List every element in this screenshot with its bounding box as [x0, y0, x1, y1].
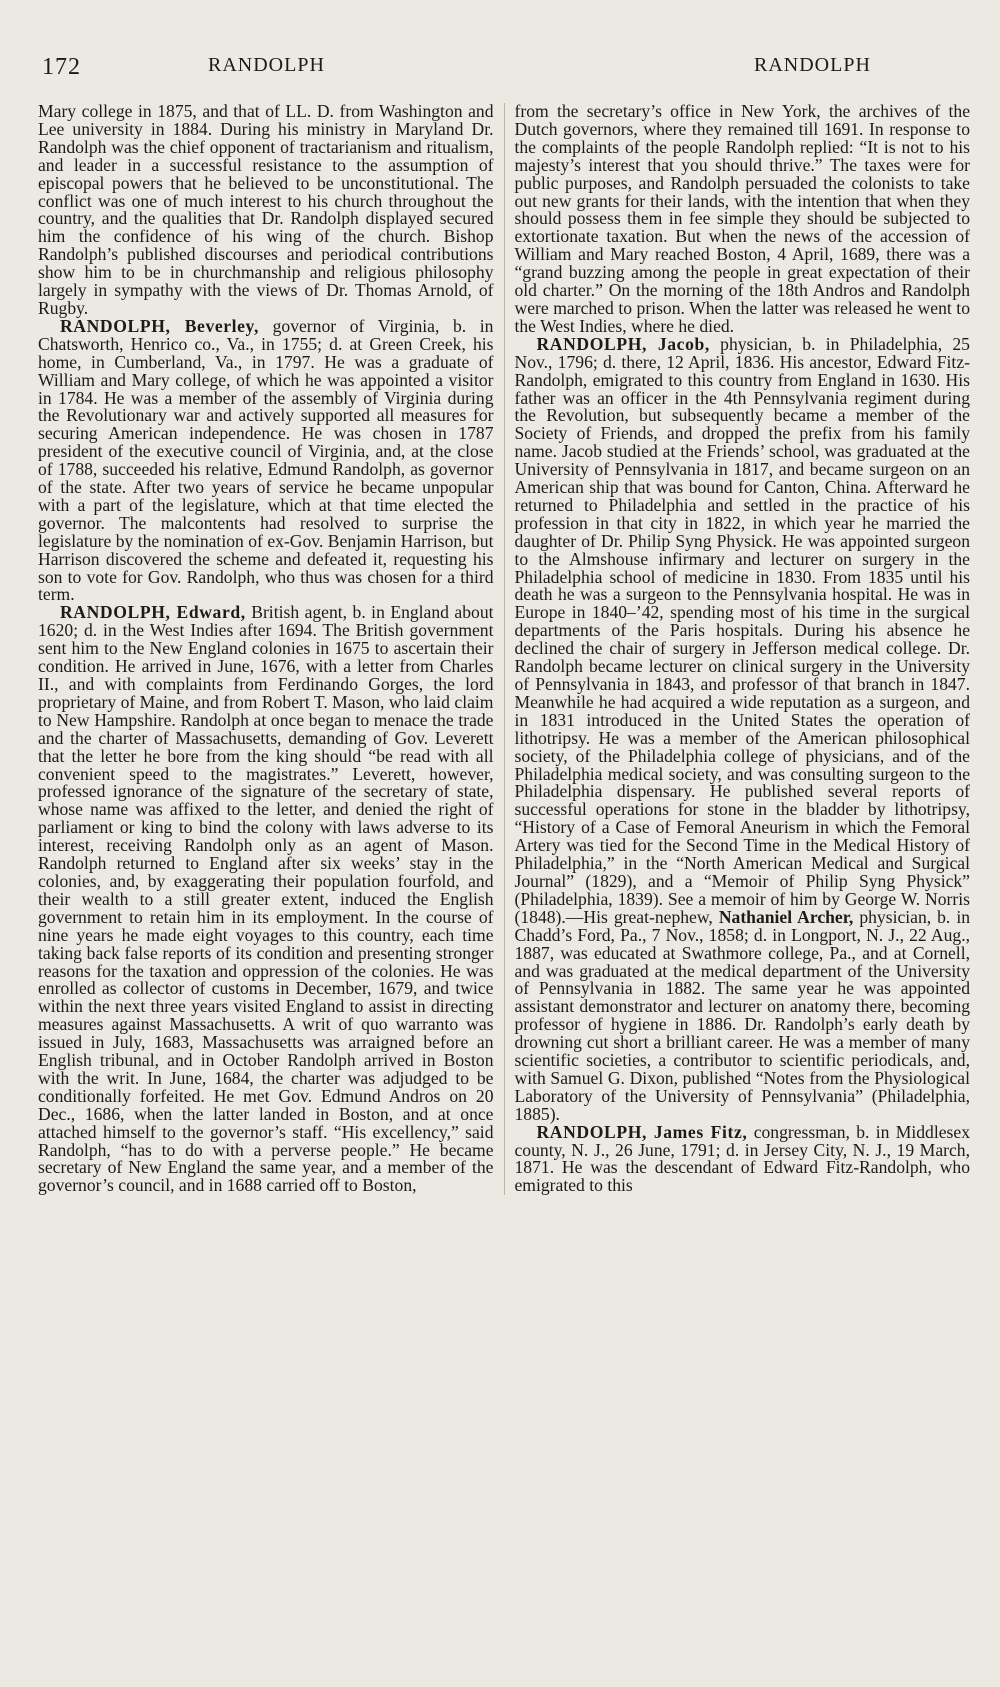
entry-text-jacob-part1: physician, b. in Philadelphia, 25 Nov., 1796; d. there, 12 April, 1836. His ancestor, Edward Fitz-Randolph, emigrated to this country from England in 1630. His father was an officer in the 4th Pennsylvania regiment during the Revolution, but subsequently became a member of the Society of Friends, and dropped the prefix from his family name. Jacob studied at the Friends’ school, was graduated at the University of Pennsylvania in 1817, and became surgeon on an American ship that was bound for Canton, China. Afterward he returned to Philadelphia and settled in the practice of his profession in that city in 1822, in which year he married the daughter of Dr. Philip Syng Physick. He was appointed surgeon to the Almshouse infirmary and lecturer on surgery in the Philadelphia school of medicine in 1830. From 1835 until his death he was a surgeon to the Pennsylvania hospital. He was in Europe in 1840–’42, spending most of his time in the surgical departments of the Paris hospitals. During his absence he declined the chair of surgery in Jefferson medical college. Dr. Randolph became lecturer on clinical surgery in the University of Pennsylvania in 1843, and professor of that branch in 1847. Meanwhile he had acquired a wide reputation as a surgeon, and in 1831 introduced in the United States the operation of lithotripsy. He was a member of the American philosophical society, of the Philadelphia college of physicians, and of the Philadelphia medical society, and was consulting surgeon to the Philadelphia dispensary. He published several reports of successful operations for stone in the bladder by lithotripsy, “History of a Case of Femoral Aneurism in which the Femoral Artery was tied for the Second Time in the Medical History of Philadelphia,” in the “North American Medical and Surgical Journal” (1829), and a “Memoir of Philip Syng Physick” (Philadelphia, 1839). See a memoir of him by George W. Norris (1848).—His great-nephew, — [514, 333, 970, 927]
entry-heading-nathaniel: Nathaniel Archer, — [718, 906, 854, 927]
entry-text-jacob-part2: physician, b. in Chadd’s Ford, Pa., 7 Nov., 1858; d. in Longport, N. J., 22 Aug., 1887, was educated at Swathmore college, Pa., and at Cornell, and was graduated at the medical department of the University of Pennsylvania in 1882. The same year he was appointed assistant demonstrator and lecturer on anatomy there, becoming professor of hygiene in 1886. Dr. Randolph’s early death by drowning cut short a brilliant career. He was a member of many scientific societies, a contributor to scientific periodicals, and, with Samuel G. Dixon, published “Notes from the Physiological Laboratory of the University of Pennsylvania” (Philadelphia, 1885). — [514, 906, 971, 1124]
entry-james-fitz — [514, 1121, 971, 1196]
left-column — [38, 103, 505, 1195]
page-number: 172 — [42, 54, 81, 80]
entry-beverley — [38, 315, 494, 605]
entry-jacob — [514, 333, 971, 1124]
entry-heading-james-fitz: RANDOLPH, James Fitz, — [536, 1121, 748, 1142]
running-head-right: RANDOLPH — [754, 54, 871, 76]
entry-heading-beverley: RANDOLPH, Beverley, — [60, 315, 259, 336]
continuation-paragraph: from the secretary’s office in New York, the archives of the Dutch governors, where they remained till 1691. In response to the complaints of the people Randolph replied: “It is not to his majesty’s interest that you should thrive.” The taxes were for public purposes, and Randolph persuaded the colonists to take out new grants for their lands, with the intention that when they should possess them in fee simple they should be subjected to extortionate taxation. But when the news of the accession of William and Mary reached Boston, 4 April, 1689, there was a “grand buzzing among the people in great expectation of their old charter.” On the morning of the 18th Andros and Randolph were marched to prison. When the latter was released he went to the West Indies, where he died. — [514, 101, 970, 336]
entry-heading-jacob: RANDOLPH, Jacob, — [536, 333, 710, 354]
entry-text-edward: British agent, b. in England about 1620; d. in the West Indies after 1694. The British government sent him to the New England colonies in 1675 to ascertain their condition. He arrived in June, 1676, with a letter from Charles II., and with complaints from Ferdinando Gorges, the lord proprietary of Maine, and from Robert T. Mason, who laid claim to New Hampshire. Randolph at once began to menace the trade and the charter of Massachusetts, demanding of Gov. Leverett that the letter he bore from the king should “be read with all convenient speed to the magistrates.” Leverett, however, professed ignorance of the signature of the secretary of state, whose name was affixed to the letter, and denied the right of parliament or king to bind the colony with laws adverse to its interest, receiving Randolph only as an agent of Mason. Randolph returned to England after six weeks’ stay in the colonies, and, by exaggerating their population fourfold, and their wealth to a still greater extent, induced the English government to retain him in its employment. In the course of nine years he made eight voyages to this country, each time taking back false reports of its condition and presenting stronger reasons for the taxation and oppression of the colonies. He was enrolled as collector of customs in December, 1679, and twice within the next three years visited England to assist in directing measures against Massachusetts. A writ of quo warranto was issued in July, 1683, Massachusetts was arraigned before an English tribunal, and in October Randolph arrived in Boston with the writ. In June, 1684, the charter was adjudged to be conditionally forfeited. He met Gov. Edmund Andros on 20 Dec., 1686, when the latter landed in Boston, and at once attached himself to the governor’s staff. “His excellency,” said Randolph, “has to do with a perverse people.” He became secretary of New England the same year, and a member of the governor’s council, and in 1688 carried off to Boston, — [38, 602, 494, 1196]
right-column — [505, 103, 971, 1195]
running-head — [38, 48, 970, 88]
entry-text-james-fitz: congressman, b. in Middlesex county, N. J., 26 June, 1791; d. in Jersey City, N. J., 19 March, 1871. He was the descendant of Edward Fitz-Randolph, who emigrated to this — [514, 1121, 971, 1196]
running-head-left: RANDOLPH — [208, 54, 325, 76]
intro-paragraph: Mary college in 1875, and that of LL. D. from Washington and Lee university in 1884. During his ministry in Maryland Dr. Randolph was the chief opponent of tractarianism and ritualism, and leader in a successful resistance to the assumption of episcopal powers that he believed to be unconstitutional. The conflict was one of much interest to his church throughout the country, and the qualities that Dr. Randolph displayed secured him the confidence of his wing of the church. Bishop Randolph’s published discourses and periodical contributions show him to be in churchmanship and religious philosophy largely in sympathy with the views of Dr. Thomas Arnold, of Rugby. — [38, 101, 494, 318]
entry-text-beverley: governor of Virginia, b. in Chatsworth, Henrico co., Va., in 1755; d. at Green Creek, his home, in Cumberland, Va., in 1797. He was a graduate of William and Mary college, of which he was appointed a visitor in 1784. He was a member of the assembly of Virginia during the Revolutionary war and actively supported all measures for securing American independence. He was chosen in 1787 president of the executive council of Virginia, and, at the close of 1788, succeeded his relative, Edmund Randolph, as governor of the state. After two years of service he became unpopular with a part of the legislature, which at that time elected the governor. The malcontents had resolved to surprise the legislature by the nomination of ex-Gov. Benjamin Harrison, but Harrison discovered the scheme and defeated it, requesting his son to vote for Gov. Randolph, who thus was chosen for a third term. — [38, 315, 494, 605]
entry-heading-edward: RANDOLPH, Edward, — [60, 602, 246, 623]
entry-edward — [38, 604, 494, 1195]
text-columns — [38, 103, 970, 1195]
